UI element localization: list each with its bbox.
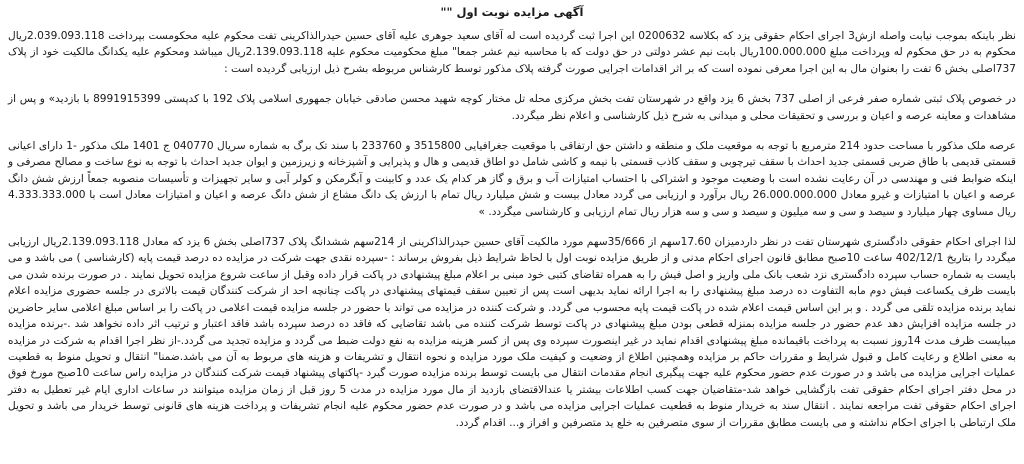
notice-title: آگهی مزایده نوبت اول "" <box>440 5 584 19</box>
paragraph-auction-terms: لذا اجرای احکام حقوقی دادگستری شهرستان تفت در نظر داردمیزان 17.60سهم از 35/666سهم مورد مالکیت آقای حسین حیدرالذاکرینی از 214سهم ششدانگ پلاک 737اصلی بخش 6 یزد که معادل 2.139.093.118ریال ارزیابی میگردد را بتاریخ 402/12/1 ساعت 10صبح مطابق قانون اجرای احکام مدنی و از طریق مزایده نوبت اول با لحاظ شرایط ذیل بفروش برساند : -سپرده نقدی جهت شرکت در مزایده ده درصد قیمت پایه (کارشناسی ) می باشد و می بایست به شماره حساب سپرده دادگستری نزد شعب بانک ملی واریز و اصل فیش را به همراه تقاضای کتبی خود مبنی بر اعلام مبلغ پیشنهادی در پاکت قرار داده وقبل از ساعت شروع مزایده تحویل نمایند . در صورت برنده شدن می بایست ظرف یکساعت فیش دوم مابه التفاوت ده درصد مبلغ پیشنهادی را به اجرا ارائه نماید بدیهی است پس از تعیین سقف قیمتهای پیشنهادی در پاکت چنانچه احد از شرکت کنندگان قیمت بالاتری در جلسه حضوری مزایده اعلام نماید برنده مزایده تلقی می گردد . و بر این اساس قیمت اعلام شده در پاکت قیمت پایه محسوب می گردد. و شرکت کننده در مزایده می تواند با حضور در جلسه مزایده قیمت اعلامی در پاکت را بر اساس مبلغ اعلامی سایر حاضرین در جلسه مزایده افزایش دهد عدم حضور در جلسه مزایده بمنزله قطعی بودن مبلغ پیشنهادی در پاکت توسط شرکت کننده می باشد تقاضایی که فاقد ده درصد سپرده باشد فاقد اعتبار و ترتیب اثر داده نخواهد شد .-برنده مزایده میبایست ظرف مدت 14روز نسبت به پرداخت باقیمانده مبلغ پیشنهادی اقدام نماید در غیر اینصورت سپرده وی پس از کسر هزینه مزایده به نفع دولت ضبط می گردد و مزایده تجدید می گردد.-از نظر اجرا اقدام به شرکت در مزایده به معنی اطلاع و رعایت کامل و قبول شرایط و مقررات حاکم بر مزایده وهمچنین اطلاع از وضعیت و کیفیت ملک مورد مزایده و نحوه انتقال و تشریفات و هزینه های مربوط به آن می باشد.ضمنا" انتقال و تحویل منوط به قطعیت عملیات اجرایی مزایده می باشد و در صورت عدم حضور محکوم علیه جهت پیگیری انجام مقدمات انتقال می بایست توسط برنده مزایده صورت گیرد -پاکتهای پیشنهاد قیمت شرکت کنندگان در مزایده راس ساعت 10صبح مورخ فوق در محل دفتر اجرای احکام حقوقی تفت بازگشایی خواهد شد-متقاضیان جهت کسب اطلاعات بیشتر یا عندالاقتضای بازدید از مال مورد مزایده در مدت 5 روز قبل از زمان مزایده میتوانند در ساعات اداری ایام غیر تعطیل به دفتر اجرای احکام حقوقی تفت مراجعه نمایند . انتقال سند به خریدار منوط به قطعیت عملیات اجرایی مزایده می باشد و در صورت عدم حضور محکوم علیه انجام تشریفات و پرداخت هزینه های قانونی توسط خریدار می باشد و تحویل ملک ارتباطی با اجرای احکام نداشته و می بایست مطابق مقررات از سوی متصرفین به خلع ید متصرفین و افراز و... اقدام گردد. <box>8 236 1017 429</box>
paragraph-case-summary: نظر باینکه بموجب نیابت واصله ازش3 اجرای احکام حقوقی یزد که بکلاسه 0200632 این اجرا ثبت گردیده است له آقای سعید جوهری علیه آقای حسین حیدرالذاکرینی تفت محکوم علیه محکومست بپرداخت 2.039.093.118ریال محکوم به در حق محکوم له وپرداخت مبلغ 100.000.000ریال بابت نیم عشر دولتی در حق دولت که با محاسبه نیم عشر جمعا" مبلغ محکومیت محکوم علیه 2.139.093.118ریال میباشد ومحکوم علیه یکدانگ مالکیت خود از پلاک 737اصلی بخش 6 تفت را بعنوان مال به این اجرا معرفی نموده است که بر اثر اقدامات اجرایی صورت گرفته پلاک مذکور توسط کارشناس مربوطه بشرح ذیل ارزیابی گردیده است : <box>8 30 1016 75</box>
paragraph-expert-valuation: عرصه ملک مذکور با مساحت حدود 214 مترمربع با توجه به موقعیت ملک و منطقه و داشتن حق ارتفاقی با موقعیت جغرافیایی 3515800 و 233760 با سند تک برگ به شماره سریال 040770 ج 1401 ملک مذکور -1 دارای اعیانی قسمتی قدیمی با طاق ضربی قسمتی جدید احداث با سقف تیرچوبی و سقف کاذب قسمتی با نیمه و کاشی شامل دو اطاق قدیمی و هال و پذیرایی و آشپزخانه و زیرزمین و ایوان جدید احداث با توجه به نوع ساخت و مصالح مصرفی و اینکه ضوابط فنی و مهندسی در آن رعایت نشده است با وضعیت موجود و اشتراکی با احتساب امتیازات آب و برق و گاز هر کدام یک عدد و کابینت و آبگرمکن و کولر آبی و سایر تجهیزات و تأسیسات منصوبه جمعاً ارزش شش دانگ عرصه و اعیان با امتیازات و غیرو معادل 26.000.000.000 ریال برآورد و ارزیابی می گردد معادل بیست و شش میلیارد ریال تمام با ارزش یک دانگ مشاع از شش دانگ عرصه و اعیان و امتیازات معادل است با 4.333.333.000 ریال مساوی چهار میلیارد و سیصد و سی و سه میلیون و سیصد و سی و سه هزار ریال تمام ارزیابی و کارشناسی میگردد. » <box>8 140 1016 218</box>
paragraph-property-location: در خصوص پلاک ثبتی شماره صفر فرعی از اصلی 737 بخش 6 یزد واقع در شهرستان تفت بخش مرکزی محله تل مختار کوچه شهید محسن صادقی خیابان جمهوری اسلامی پلاک 192 با کدپستی 8991915399 با بازدید» و پس از مشاهدات و معاینه عرصه و اعیان و بررسی و تحقیقات محلی و میدانی به شرح ذیل کارشناسی و اعلام نظر میگردد. <box>8 93 1016 122</box>
